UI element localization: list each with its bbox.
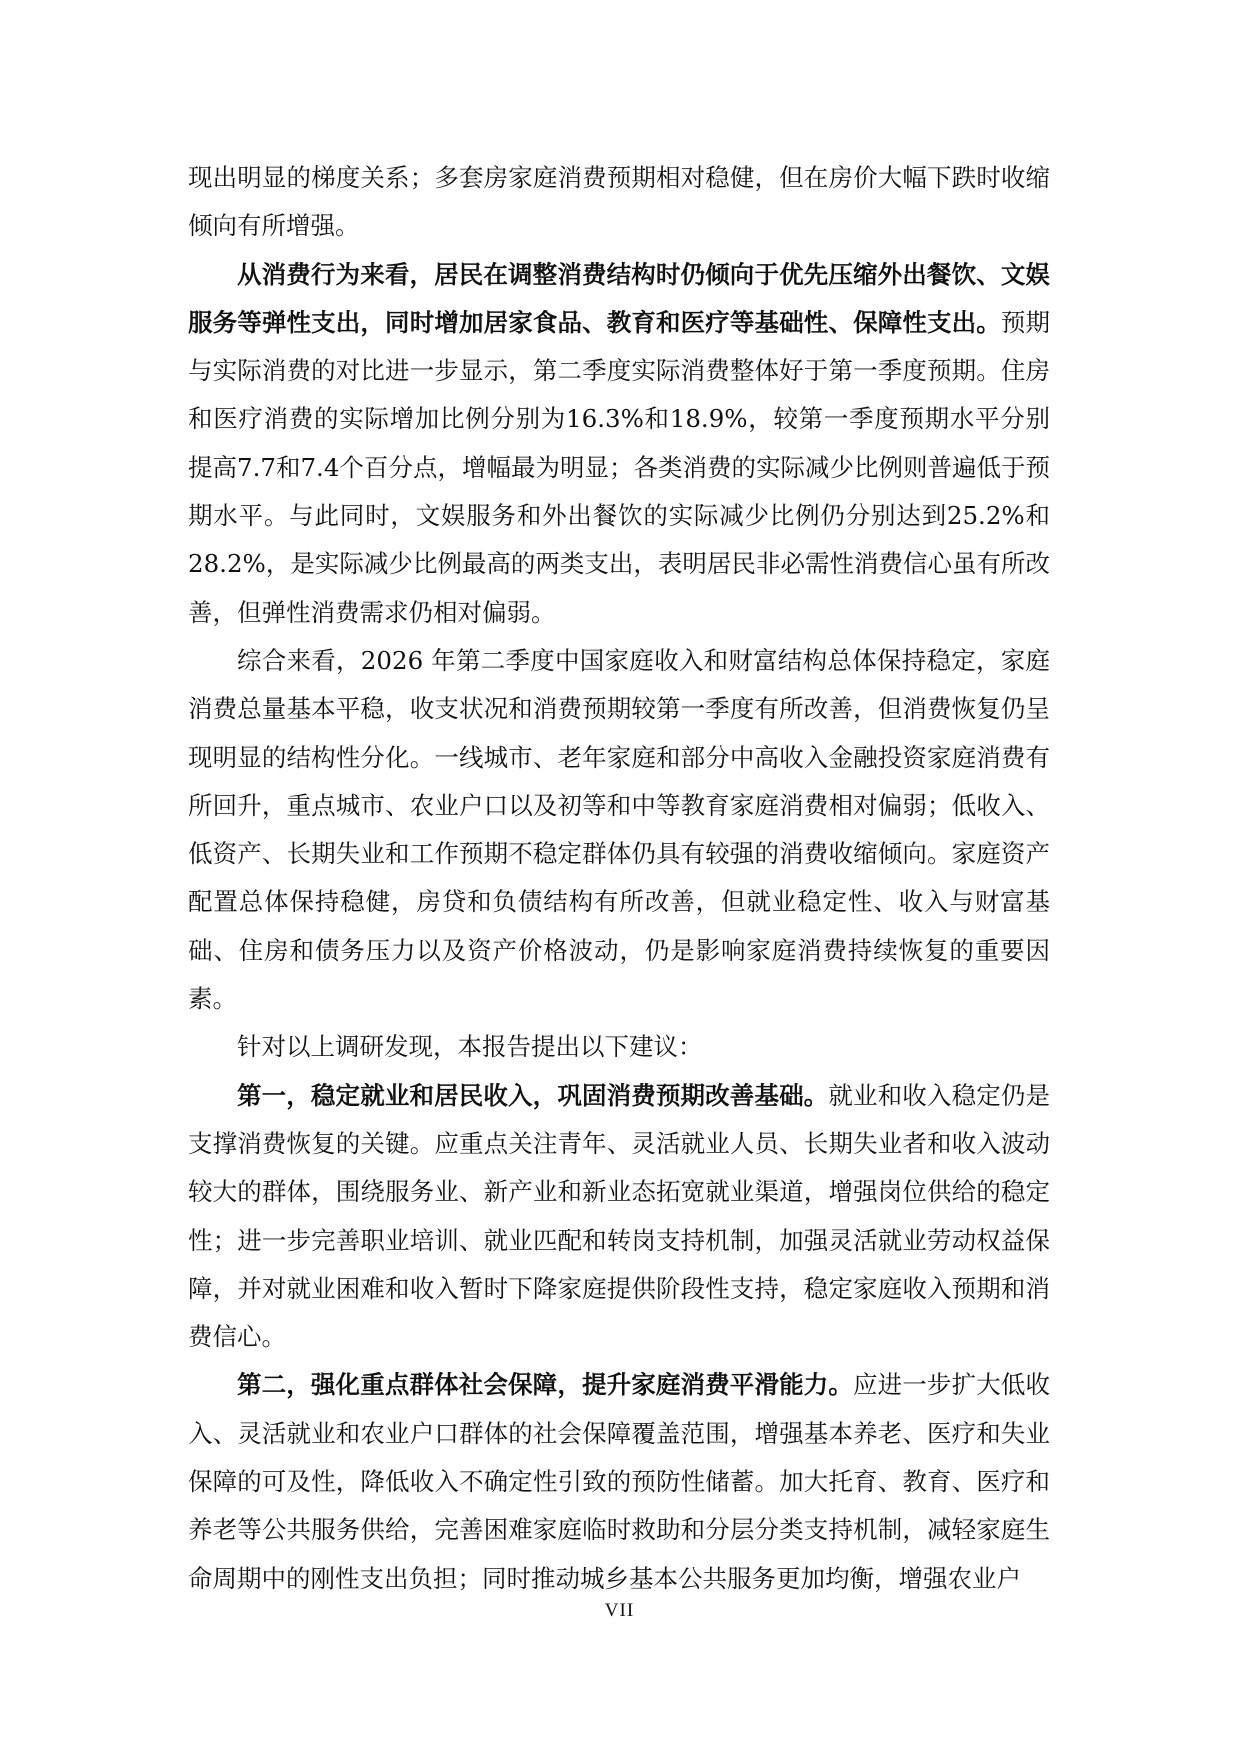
paragraph-recommendation-1 [188,1072,1050,1362]
paragraph-recommendation-intro [188,1023,1050,1071]
paragraph-text: 应进一步扩大低收入、灵活就业和农业户口群体的社会保障覆盖范围，增强基本养老、医疗和失业保障的可及性，降低收入不确定性引致的预防性储蓄。加大托育、教育、医疗和养老等公共服务供给，完善困难家庭临时救助和分层分类支持机制，减轻家庭生命周期中的刚性支出负担；同时推动城乡基本公共服务更加均衡，增强农业户 [188,1370,1050,1593]
paragraph-text: 针对以上调研发现，本报告提出以下建议： [237,1032,703,1062]
page-number: VII [604,1600,635,1621]
paragraph-continuation [188,154,1050,251]
paragraph-lead: 从消费行为来看，居民在调整消费结构时仍倾向于优先压缩外出餐饮、文娱服务等弹性支出，同时增加居家食品、教育和医疗等基础性、保障性支出。 [188,259,1050,337]
paragraph-text: 综合来看，2026 年第二季度中国家庭收入和财富结构总体保持稳定，家庭消费总量基本平稳，收支状况和消费预期较第一季度有所改善，但消费恢复仍呈现明显的结构性分化。一线城市、老年家庭和部分中高收入金融投资家庭消费有所回升，重点城市、农业户口以及初等和中等教育家庭消费相对偏弱；低收入、低资产、长期失业和工作预期不稳定群体仍具有较强的消费收缩倾向。家庭资产配置总体保持稳健，房贷和负债结构有所改善，但就业稳定性、收入与财富基础、住房和债务压力以及资产价格波动，仍是影响家庭消费持续恢复的重要因素。 [188,645,1050,1014]
paragraph-consumption-behavior [188,251,1050,637]
paragraph-lead: 第一，稳定就业和居民收入，巩固消费预期改善基础。 [237,1080,829,1110]
document-body [188,154,1050,1603]
paragraph-recommendation-2 [188,1361,1050,1602]
paragraph-summary [188,637,1050,1023]
paragraph-text: 预期与实际消费的对比进一步显示，第二季度实际消费整体好于第一季度预期。住房和医疗消费的实际增加比例分别为16.3%和18.9%，较第一季度预期水平分别提高7.7和7.4个百分点，增幅最为明显；各类消费的实际减少比例则普遍低于预期水平。与此同时，文娱服务和外出餐饮的实际减少比例仍分别达到25.2%和28.2%，是实际减少比例最高的两类支出，表明居民非必需性消费信心虽有所改善，但弹性消费需求仍相对偏弱。 [188,307,1051,627]
paragraph-text: 就业和收入稳定仍是支撑消费恢复的关键。应重点关注青年、灵活就业人员、长期失业者和收入波动较大的群体，围绕服务业、新产业和新业态拓宽就业渠道，增强岗位供给的稳定性；进一步完善职业培训、就业匹配和转岗支持机制，加强灵活就业劳动权益保障，并对就业困难和收入暂时下降家庭提供阶段性支持，稳定家庭收入预期和消费信心。 [188,1080,1050,1352]
paragraph-lead: 第二，强化重点群体社会保障，提升家庭消费平滑能力。 [237,1370,854,1400]
paragraph-text: 现出明显的梯度关系；多套房家庭消费预期相对稳健，但在房价大幅下跌时收缩倾向有所增强。 [188,163,1050,241]
